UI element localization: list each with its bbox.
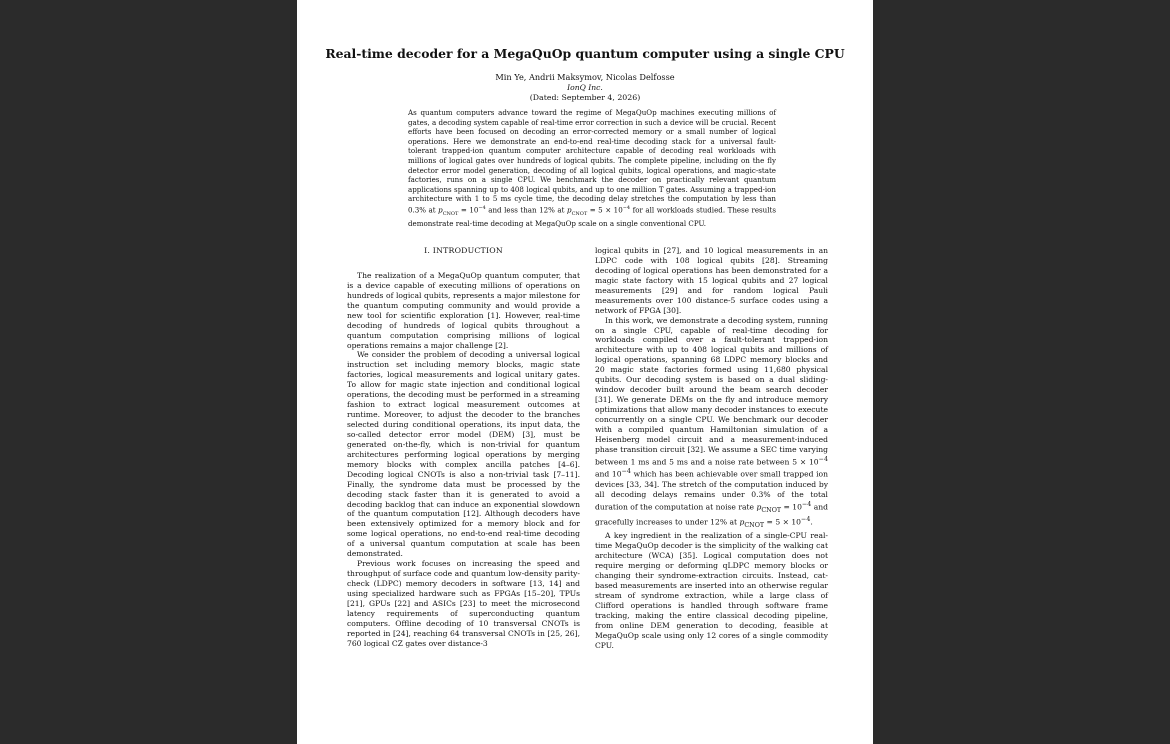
paper-page [297, 0, 873, 744]
paragraph-text: . [810, 518, 813, 528]
paragraph-text: and 10 [595, 469, 622, 479]
math-sub: CNOT [442, 210, 459, 217]
math-exponent: −4 [818, 455, 828, 463]
math-exponent: −4 [622, 204, 631, 211]
paper-title: Real-time decoder for a MegaQuOp quantum computer using a single CPU [325, 46, 845, 61]
math-value: = 5 × 10 [764, 518, 802, 528]
date-line: (Dated: September 4, 2026) [529, 93, 641, 102]
math-p: p [739, 518, 745, 528]
abstract [408, 108, 776, 229]
abstract-text: for all workloads studied. These results demonstrate real-time decoding at MegaQuOp scale on a single conventional CPU. [408, 205, 777, 229]
paragraph: logical qubits in [27], and 10 logical measurements in an LDPC code with 108 logical qubits [28]. Streaming decoding of logical operations has been demonstrated for a magic state factory with 15 logical qubits and 27 logical measurements [29] and for random logical Pauli measurements over 100 distance-5 surface codes using a network of FPGA [30]. [595, 246, 828, 315]
math-p: p [567, 205, 572, 215]
paragraph [595, 316, 828, 532]
paragraph: Previous work focuses on increasing the speed and throughput of surface code and quantum low-density parity-check (LDPC) memory decoders in software [13, 14] and using specialized hardware such as FPGAs [15–20], TPUs [21], GPUs [22] and ASICs [23] to meet the microsecond latency requirements of superconducting quantum computers. Offline decoding of 10 transversal CNOTs is reported in [24], reaching 64 transversal CNOTs in [25, 26], 760 logical CZ gates over distance-3 [347, 559, 580, 648]
left-column [347, 246, 580, 649]
affiliation: IonQ Inc. [567, 83, 603, 92]
paragraph-text: In this work, we demonstrate a decoding system, running on a single CPU, capable of real-time decoding for workloads compiled over a fault-tolerant trapped-ion architecture with up to 408 logical qubits and millions of logical operations, spanning 68 LDPC memory blocks and 20 magic state factories formed using 11,680 physical qubits. Our decoding system is based on a dual sliding-window decoder built around the beam search decoder [31]. We generate DEMs on the fly and introduce memory optimizations that allow many decoder instances to execute concurrently on a single CPU. We benchmark our decoder with a compiled quantum Hamiltonian simulation of a Heisenberg model circuit and a measurement-induced phase transition circuit [32]. We assume a SEC time varying between 1 ms and 5 ms and a noise rate between 5 × 10 [595, 315, 828, 467]
math-value: = 10 [458, 205, 479, 215]
paragraph-text: and gracefully increases to under 12% at [595, 502, 829, 528]
math-sub: CNOT [761, 506, 782, 514]
paragraph: A key ingredient in the realization of a single-CPU real-time MegaQuOp decoder is the simplicity of the walking cat architecture (WCA) [35]. Logical computation does not require merging or deforming qLDPC memory blocks or changing their syndrome-extraction circuits. Instead, cat-based measurements are inserted into an otherwise regular stream of syndrome extraction, while a large class of Clifford operations is handled through software frame tracking, making the entire classical decoding pipeline, from online DEM generation to decoding, feasible at MegaQuOp scale using only 12 cores of a single commodity CPU. [595, 531, 828, 650]
math-exponent: −4 [621, 468, 631, 476]
math-value: = 5 × 10 [587, 205, 623, 215]
paragraph: The realization of a MegaQuOp quantum computer, that is a device capable of executing millions of operations on hundreds of logical qubits, represents a major milestone for the quantum computing community and would provide a new tool for scientific exploration [1]. However, real-time decoding of hundreds of logical qubits throughout a quantum computation comprising millions of logical operations remains a major challenge [2]. [347, 270, 580, 350]
math-exponent: −4 [478, 204, 486, 211]
paragraph: We consider the problem of decoding a universal logical instruction set including memory blocks, magic state factories, logical measurements and logical unitary gates. To allow for magic state injection and conditional logical operations, the decoding must be performed in a streaming fashion to extract logical measurement outcomes at runtime. Moreover, to adjust the decoder to the branches selected during conditional operations, its input data, the so-called detector error model (DEM) [3], must be generated on-the-fly, which is non-trivial for quantum architectures performing logical operations by merging memory blocks with complex ancilla patches [4–6]. Decoding logical CNOTs is also a non-trivial task [7–11]. Finally, the syndrome data must be processed by the decoding stack faster than it is generated to avoid a decoding backlog that can induce an exponential slowdown of the quantum computation [12]. Although decoders have been extensively optimized for a memory block and for some logical operations, no end-to-end real-time decoding of a universal quantum computation at scale has been demonstrated. [347, 350, 580, 559]
abstract-text: As quantum computers advance toward the regime of MegaQuOp machines executing millions of gates, a decoding system capable of real-time error correction in such a device will be crucial. Recent efforts have been focused on decoding an error-corrected memory or a small number of logical operations. Here we demonstrate an end-to-end real-time decoding stack for a universal fault-tolerant trapped-ion quantum computer architecture capable of decoding real workloads with millions of logical gates over hundreds of logical qubits. The complete pipeline, including on the fly detector error model generation, decoding of all logical qubits, logical operations, and magic-state factories, runs on a single CPU. We benchmark the decoder on practically relevant quantum applications spanning up to 408 logical qubits, and up to one million T gates. Assuming a trapped-ion architecture with 1 to 5 ms cycle time, the decoding delay stretches the computation by less than 0.3% at [408, 108, 776, 215]
math-exponent: −4 [801, 516, 811, 524]
right-column [595, 246, 828, 651]
math-value: = 10 [781, 502, 802, 512]
math-exponent: −4 [801, 500, 812, 508]
math-sub: CNOT [571, 210, 588, 217]
abstract-text: and less than 12% at [485, 205, 568, 215]
math-sub: CNOT [744, 522, 765, 530]
paragraph-text: which has been achievable over small trapped ion devices [33, 34]. The stretch of the computation induced by all decoding delays remains under 0.3% of the total duration of the computation at noise rate [595, 469, 828, 512]
math-p: p [438, 205, 443, 215]
section-heading: I. INTRODUCTION [424, 246, 503, 255]
author-list: Min Ye, Andrii Maksymov, Nicolas Delfosse [495, 72, 675, 82]
math-p: p [756, 502, 762, 512]
